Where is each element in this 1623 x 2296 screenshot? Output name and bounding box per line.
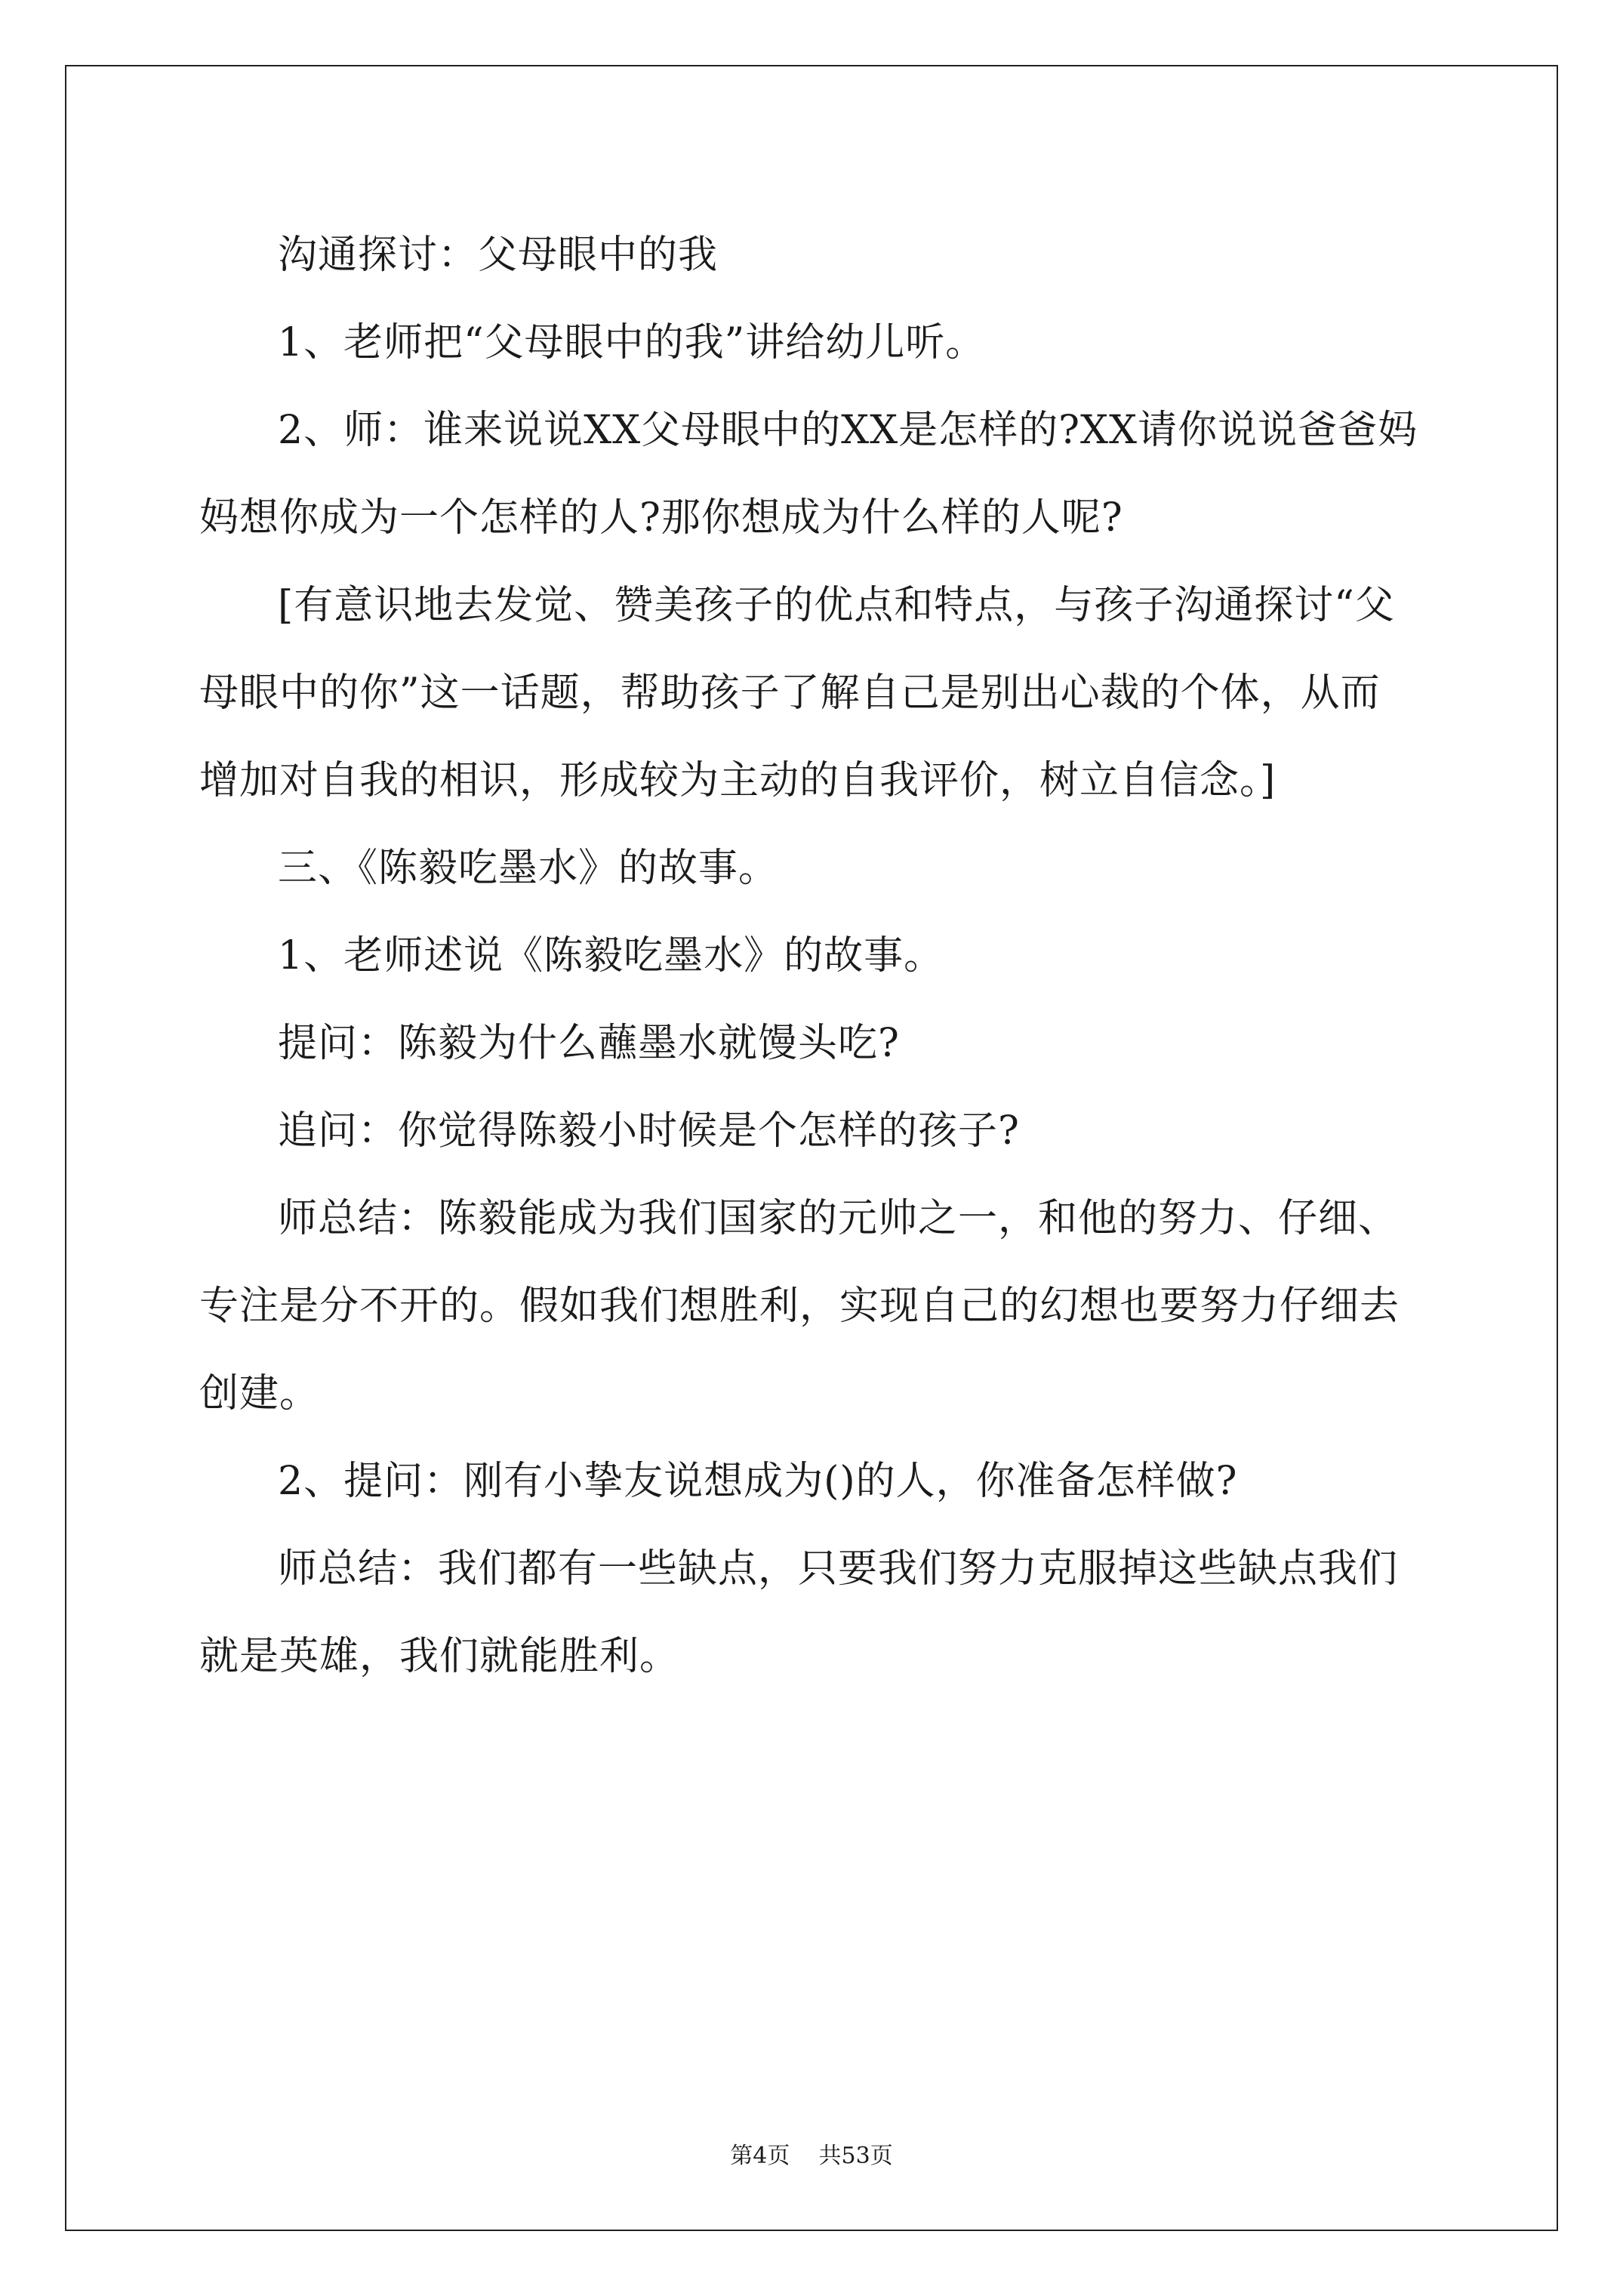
- text-line: 就是英雄，我们就能胜利。: [199, 1634, 680, 1679]
- paragraph: [199, 562, 1437, 824]
- text-line: 追问：你觉得陈毅小时候是个怎样的孩子?: [278, 1108, 1020, 1154]
- text-line: 增加对自我的相识，形成较为主动的自我评价，树立自信念。]: [199, 758, 1277, 803]
- text-line: 沟通探讨：父母眼中的我: [278, 233, 719, 278]
- page-number: 第4页: [730, 2143, 790, 2169]
- text-line: 2、师：谁来说说XX父母眼中的XX是怎样的?XX请你说说爸爸妈: [278, 408, 1418, 453]
- text-line: 创建。: [199, 1371, 320, 1416]
- text-line: 妈想你成为一个怎样的人?那你想成为什么样的人呢?: [199, 495, 1123, 541]
- text-line: 1、老师把“父母眼中的我”讲给幼儿听。: [278, 320, 986, 365]
- text-line: 母眼中的你”这一话题，帮助孩子了解自己是别出心裁的个体，从而: [199, 670, 1381, 716]
- paragraph: [199, 1175, 1437, 1438]
- page-footer: [0, 2141, 1623, 2171]
- paragraph: [199, 387, 1437, 562]
- text-line: 师总结：陈毅能成为我们国家的元帅之一，和他的努力、仔细、: [278, 1196, 1399, 1241]
- text-line: 2、提问：刚有小挚友说想成为()的人，你准备怎样做?: [278, 1459, 1238, 1504]
- paragraph: [199, 824, 1437, 912]
- paragraph: [199, 299, 1437, 387]
- paragraph: [199, 1438, 1437, 1525]
- text-line: 提问：陈毅为什么蘸墨水就馒头吃?: [278, 1021, 900, 1066]
- document-body: [199, 211, 1437, 1700]
- paragraph: [199, 1000, 1437, 1087]
- text-line: 1、老师述说《陈毅吃墨水》的故事。: [278, 933, 944, 978]
- paragraph: [199, 1525, 1437, 1700]
- text-line: 专注是分不开的。假如我们想胜利，实现自己的幻想也要努力仔细去: [199, 1284, 1400, 1329]
- paragraph: [199, 211, 1437, 299]
- paragraph: [199, 912, 1437, 1000]
- total-pages: 共53页: [818, 2143, 893, 2169]
- text-line: [有意识地去发觉、赞美孩子的优点和特点，与孩子沟通探讨“父: [278, 583, 1395, 628]
- text-line: 师总结：我们都有一些缺点，只要我们努力克服掉这些缺点我们: [278, 1546, 1399, 1592]
- text-line: 三、《陈毅吃墨水》的故事。: [278, 846, 779, 891]
- paragraph: [199, 1087, 1437, 1175]
